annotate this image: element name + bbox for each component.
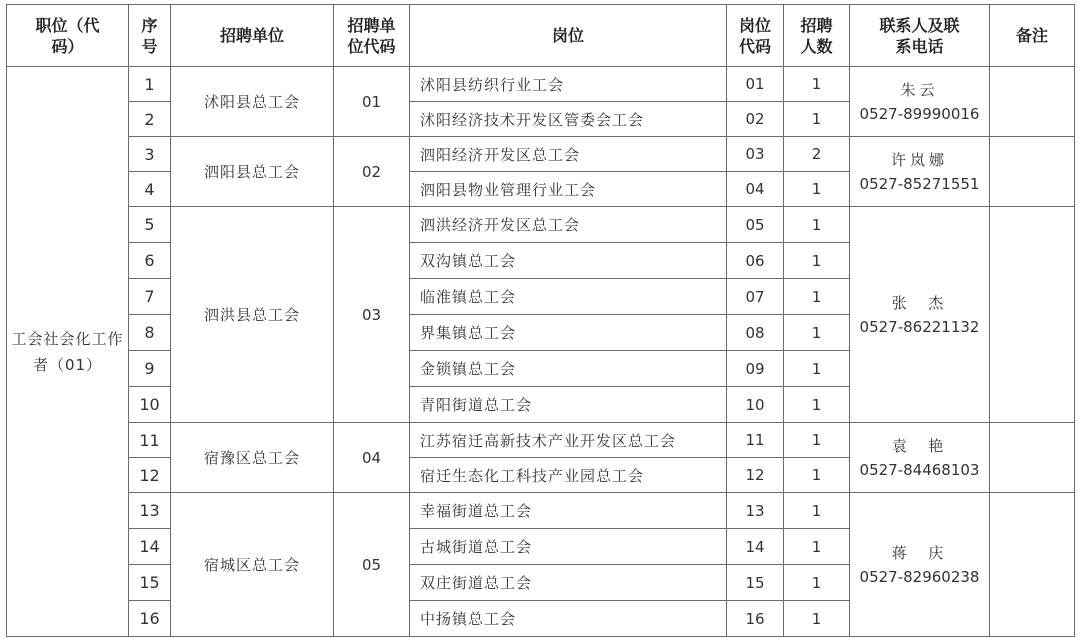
count-cell: 1 bbox=[784, 102, 850, 137]
contact-name: 张 杰 bbox=[891, 293, 948, 312]
post-code-cell: 04 bbox=[727, 172, 784, 207]
header-note: 备注 bbox=[990, 5, 1075, 67]
unit-code-cell: 02 bbox=[334, 137, 410, 207]
table-body bbox=[7, 67, 1075, 637]
post-cell: 泗洪经济开发区总工会 bbox=[410, 207, 727, 243]
post-cell: 宿迁生态化工科技产业园总工会 bbox=[410, 458, 727, 493]
post-code-cell: 13 bbox=[727, 493, 784, 529]
count-cell: 1 bbox=[784, 423, 850, 458]
post-code-cell: 12 bbox=[727, 458, 784, 493]
count-cell: 1 bbox=[784, 67, 850, 102]
count-cell: 1 bbox=[784, 279, 850, 315]
note-cell bbox=[990, 423, 1075, 493]
count-cell: 1 bbox=[784, 458, 850, 493]
seq-cell: 10 bbox=[129, 387, 171, 423]
job-title-cell: 工会社会化工作者（01） bbox=[7, 67, 129, 637]
seq-cell: 6 bbox=[129, 243, 171, 279]
header-contact: 联系人及联系电话 bbox=[850, 5, 990, 67]
unit-cell: 沭阳县总工会 bbox=[171, 67, 334, 137]
note-cell bbox=[990, 67, 1075, 137]
contact-cell bbox=[850, 137, 990, 207]
header-count: 招聘人数 bbox=[784, 5, 850, 67]
unit-code-cell: 01 bbox=[334, 67, 410, 137]
count-cell: 1 bbox=[784, 243, 850, 279]
seq-cell: 1 bbox=[129, 67, 171, 102]
count-cell: 1 bbox=[784, 529, 850, 565]
post-cell: 泗阳县物业管理行业工会 bbox=[410, 172, 727, 207]
seq-cell: 8 bbox=[129, 315, 171, 351]
contact-phone: 0527-84468103 bbox=[859, 460, 980, 479]
unit-code-cell: 04 bbox=[334, 423, 410, 493]
post-cell: 双庄街道总工会 bbox=[410, 565, 727, 601]
header-seq: 序号 bbox=[129, 5, 171, 67]
count-cell: 1 bbox=[784, 172, 850, 207]
seq-cell: 3 bbox=[129, 137, 171, 172]
post-cell: 界集镇总工会 bbox=[410, 315, 727, 351]
seq-cell: 12 bbox=[129, 458, 171, 493]
seq-cell: 16 bbox=[129, 601, 171, 637]
table-row bbox=[7, 493, 1075, 529]
table-row bbox=[7, 137, 1075, 172]
seq-cell: 2 bbox=[129, 102, 171, 137]
post-code-cell: 06 bbox=[727, 243, 784, 279]
note-cell bbox=[990, 137, 1075, 207]
post-cell: 沭阳县纺织行业工会 bbox=[410, 67, 727, 102]
contact-name: 许岚娜 bbox=[890, 150, 948, 169]
table-row bbox=[7, 67, 1075, 102]
post-cell: 泗阳经济开发区总工会 bbox=[410, 137, 727, 172]
contact-cell bbox=[850, 67, 990, 137]
post-cell: 临淮镇总工会 bbox=[410, 279, 727, 315]
count-cell: 1 bbox=[784, 493, 850, 529]
post-code-cell: 02 bbox=[727, 102, 784, 137]
unit-code-cell: 05 bbox=[334, 493, 410, 637]
seq-cell: 13 bbox=[129, 493, 171, 529]
contact-cell bbox=[850, 423, 990, 493]
post-code-cell: 08 bbox=[727, 315, 784, 351]
note-cell bbox=[990, 207, 1075, 423]
header-post-code: 岗位代码 bbox=[727, 5, 784, 67]
contact-phone: 0527-85271551 bbox=[859, 174, 980, 193]
header-job: 职位（代码） bbox=[7, 5, 129, 67]
header-post: 岗位 bbox=[410, 5, 727, 67]
count-cell: 1 bbox=[784, 207, 850, 243]
count-cell: 1 bbox=[784, 315, 850, 351]
post-code-cell: 05 bbox=[727, 207, 784, 243]
recruitment-table bbox=[6, 4, 1075, 637]
count-cell: 1 bbox=[784, 387, 850, 423]
contact-name: 朱云 bbox=[900, 80, 939, 99]
post-cell: 中扬镇总工会 bbox=[410, 601, 727, 637]
header-row bbox=[7, 5, 1075, 67]
seq-cell: 5 bbox=[129, 207, 171, 243]
table-row bbox=[7, 423, 1075, 458]
post-cell: 幸福街道总工会 bbox=[410, 493, 727, 529]
post-code-cell: 09 bbox=[727, 351, 784, 387]
unit-cell: 宿豫区总工会 bbox=[171, 423, 334, 493]
seq-cell: 15 bbox=[129, 565, 171, 601]
post-cell: 双沟镇总工会 bbox=[410, 243, 727, 279]
contact-name: 袁 艳 bbox=[891, 436, 948, 455]
contact-cell bbox=[850, 207, 990, 423]
post-code-cell: 16 bbox=[727, 601, 784, 637]
seq-cell: 4 bbox=[129, 172, 171, 207]
post-cell: 古城街道总工会 bbox=[410, 529, 727, 565]
table-row bbox=[7, 207, 1075, 243]
post-code-cell: 11 bbox=[727, 423, 784, 458]
seq-cell: 11 bbox=[129, 423, 171, 458]
post-cell: 沭阳经济技术开发区管委会工会 bbox=[410, 102, 727, 137]
unit-cell: 泗阳县总工会 bbox=[171, 137, 334, 207]
header-unit: 招聘单位 bbox=[171, 5, 334, 67]
count-cell: 1 bbox=[784, 351, 850, 387]
contact-phone: 0527-89990016 bbox=[859, 104, 980, 123]
post-code-cell: 07 bbox=[727, 279, 784, 315]
seq-cell: 9 bbox=[129, 351, 171, 387]
post-cell: 青阳街道总工会 bbox=[410, 387, 727, 423]
unit-cell: 宿城区总工会 bbox=[171, 493, 334, 637]
note-cell bbox=[990, 493, 1075, 637]
seq-cell: 7 bbox=[129, 279, 171, 315]
header-unit-code: 招聘单位代码 bbox=[334, 5, 410, 67]
count-cell: 2 bbox=[784, 137, 850, 172]
contact-phone: 0527-86221132 bbox=[859, 317, 980, 336]
count-cell: 1 bbox=[784, 601, 850, 637]
post-cell: 金锁镇总工会 bbox=[410, 351, 727, 387]
seq-cell: 14 bbox=[129, 529, 171, 565]
contact-name: 蒋 庆 bbox=[891, 543, 948, 562]
post-cell: 江苏宿迁高新技术产业开发区总工会 bbox=[410, 423, 727, 458]
count-cell: 1 bbox=[784, 565, 850, 601]
contact-phone: 0527-82960238 bbox=[859, 567, 980, 586]
contact-cell bbox=[850, 493, 990, 637]
post-code-cell: 03 bbox=[727, 137, 784, 172]
post-code-cell: 10 bbox=[727, 387, 784, 423]
unit-cell: 泗洪县总工会 bbox=[171, 207, 334, 423]
unit-code-cell: 03 bbox=[334, 207, 410, 423]
post-code-cell: 15 bbox=[727, 565, 784, 601]
post-code-cell: 01 bbox=[727, 67, 784, 102]
post-code-cell: 14 bbox=[727, 529, 784, 565]
